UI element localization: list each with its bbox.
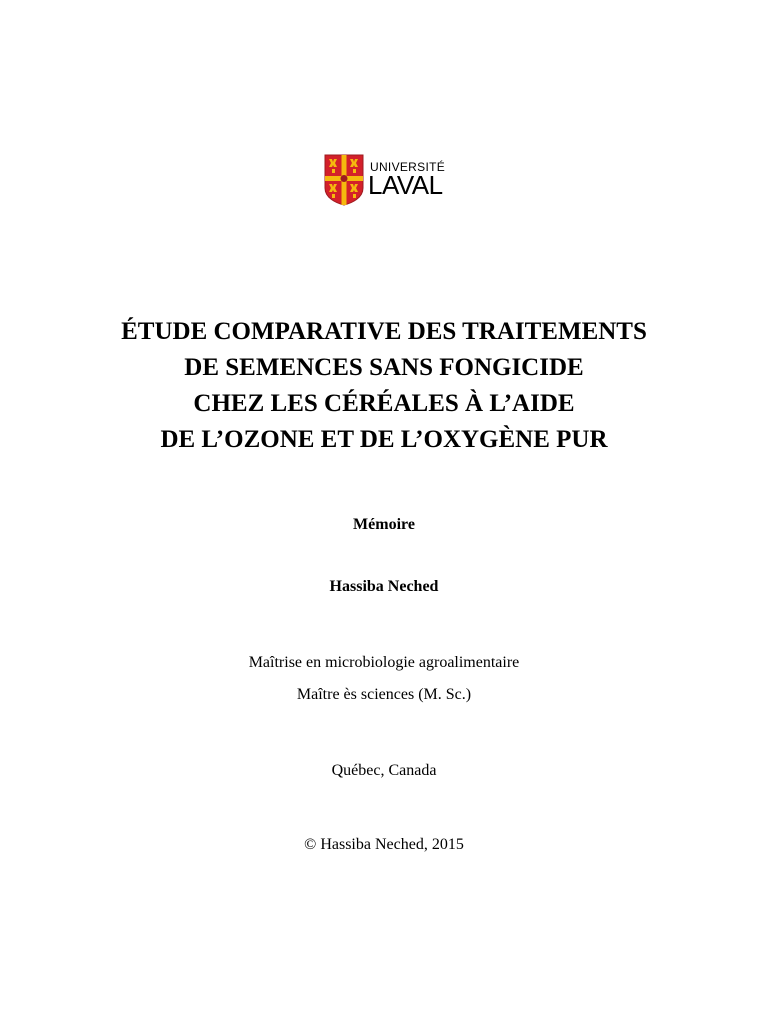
document-type: Mémoire (353, 516, 415, 533)
copyright-notice: © Hassiba Neched, 2015 (304, 836, 464, 853)
location: Québec, Canada (331, 762, 437, 779)
title-line-1: ÉTUDE COMPARATIVE DES TRAITEMENTS (121, 318, 647, 345)
thesis-title (0, 314, 768, 458)
title-line-4: DE L’OZONE ET DE L’OXYGÈNE PUR (160, 426, 608, 453)
title-line-2: DE SEMENCES SANS FONGICIDE (184, 354, 584, 381)
author-name: Hassiba Neched (329, 578, 439, 595)
university-shield-icon (324, 154, 364, 206)
logo-university-text: UNIVERSITÉ (370, 160, 446, 174)
program-name: Maîtrise en microbiologie agroalimentaire (248, 654, 520, 671)
university-logo (324, 154, 448, 208)
logo-laval-text: LAVAL (368, 170, 443, 200)
degree-name: Maître ès sciences (M. Sc.) (296, 686, 472, 703)
title-line-3: CHEZ LES CÉRÉALES À L’AIDE (193, 390, 575, 417)
